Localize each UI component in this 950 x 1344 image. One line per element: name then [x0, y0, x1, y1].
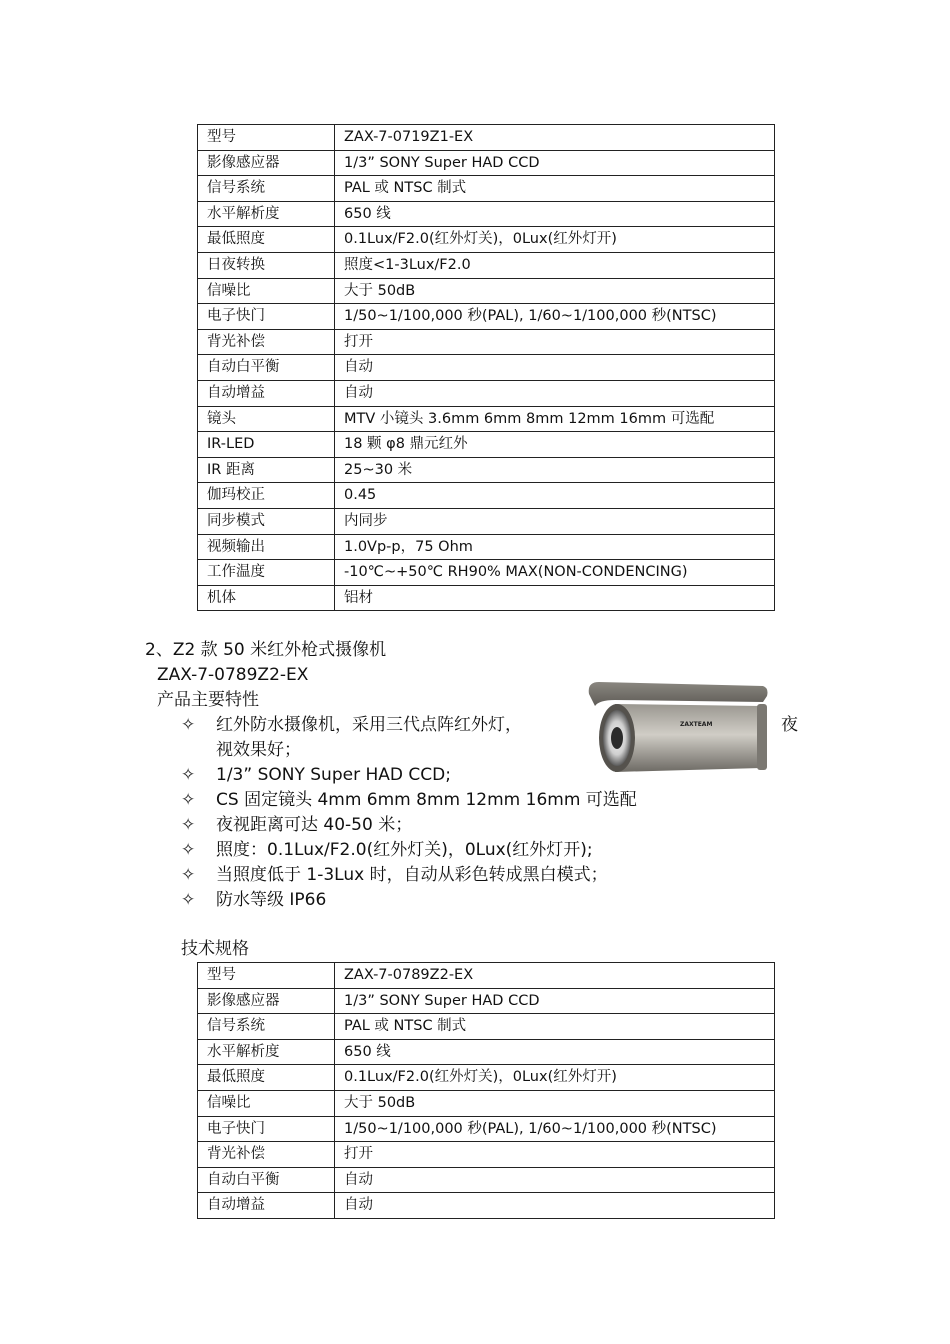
- table-row: [198, 278, 775, 304]
- spec-value: 0.1Lux/F2.0(红外灯关)，0Lux(红外灯开): [335, 1065, 775, 1091]
- spec-value: 1/3” SONY Super HAD CCD: [335, 150, 775, 176]
- spec-key: 信号系统: [198, 1014, 335, 1040]
- spec-value: 1/50~1/100,000 秒(PAL), 1/60~1/100,000 秒(NTSC): [335, 304, 775, 330]
- spec-value: 照度<1-3Lux/F2.0: [335, 252, 775, 278]
- bullet-icon: ✧: [181, 890, 196, 910]
- spec-key: 视频输出: [198, 534, 335, 560]
- table-row: [198, 508, 775, 534]
- spec-value: 650 线: [335, 201, 775, 227]
- spec-key: 伽玛校正: [198, 483, 335, 509]
- table-row: [198, 988, 775, 1014]
- table-row: [198, 355, 775, 381]
- spec-key: 电子快门: [198, 304, 335, 330]
- bullet-icon: ✧: [181, 790, 196, 810]
- spec-key: 镜头: [198, 406, 335, 432]
- table-row: [198, 304, 775, 330]
- table-row: [198, 1193, 775, 1219]
- spec-key: 信噪比: [198, 1090, 335, 1116]
- spec-key: 自动增益: [198, 1193, 335, 1219]
- section-heading: 2、Z2 款 50 米红外枪式摄像机: [145, 640, 387, 660]
- feature-text-continued: 视效果好；: [216, 740, 301, 760]
- spec-value: 1/3” SONY Super HAD CCD: [335, 988, 775, 1014]
- feature-item: [181, 867, 608, 884]
- feature-text: 照度：0.1Lux/F2.0(红外灯关)，0Lux(红外灯开);: [216, 840, 593, 860]
- feature-text: 防水等级 IP66: [216, 890, 327, 910]
- model-number: ZAX-7-0789Z2-EX: [157, 665, 309, 685]
- table-row: [198, 227, 775, 253]
- spec-value: 自动: [335, 1167, 775, 1193]
- spec-key: 背光补偿: [198, 329, 335, 355]
- table-row: [198, 1167, 775, 1193]
- spec-value: 铝材: [335, 585, 775, 611]
- feature-item: [181, 767, 451, 784]
- spec-key: IR-LED: [198, 432, 335, 458]
- spec-key: 型号: [198, 963, 335, 989]
- table-row: [198, 560, 775, 586]
- table-row: [198, 1039, 775, 1065]
- table-row: [198, 1116, 775, 1142]
- spec-key: 电子快门: [198, 1116, 335, 1142]
- spec-value: MTV 小镜头 3.6mm 6mm 8mm 12mm 16mm 可选配: [335, 406, 775, 432]
- spec-value: 25~30 米: [335, 457, 775, 483]
- feature-text: 当照度低于 1-3Lux 时，自动从彩色转成黑白模式；: [216, 865, 608, 885]
- spec-value: 内同步: [335, 508, 775, 534]
- spec-value: 打开: [335, 329, 775, 355]
- spec-value: 1/50~1/100,000 秒(PAL), 1/60~1/100,000 秒(NTSC): [335, 1116, 775, 1142]
- feature-item: [181, 817, 412, 834]
- feature-text-tail: 夜: [781, 715, 798, 735]
- feature-text: 红外防水摄像机，采用三代点阵红外灯，: [216, 715, 522, 735]
- feature-text: 夜视距离可达 40-50 米；: [216, 815, 413, 835]
- spec-value: ZAX-7-0789Z2-EX: [335, 963, 775, 989]
- feature-text: CS 固定镜头 4mm 6mm 8mm 12mm 16mm 可选配: [216, 790, 637, 810]
- spec-key: 背光补偿: [198, 1142, 335, 1168]
- table-row: [198, 176, 775, 202]
- spec-value: PAL 或 NTSC 制式: [335, 176, 775, 202]
- table-row: [198, 329, 775, 355]
- spec-table-z1-body: [198, 125, 775, 611]
- spec-value: 打开: [335, 1142, 775, 1168]
- spec-table-z1: [197, 124, 775, 611]
- features-title: 产品主要特性: [157, 690, 259, 710]
- camera-logo: ZAXTEAM: [680, 721, 713, 728]
- bullet-icon: ✧: [181, 865, 196, 885]
- spec-value: 1.0Vp-p，75 Ohm: [335, 534, 775, 560]
- spec-key: 信号系统: [198, 176, 335, 202]
- table-row: [198, 1065, 775, 1091]
- spec-value: 自动: [335, 1193, 775, 1219]
- table-row: [198, 380, 775, 406]
- spec-title: 技术规格: [181, 939, 249, 959]
- spec-value: 650 线: [335, 1039, 775, 1065]
- bullet-icon: ✧: [181, 765, 196, 785]
- spec-value: 自动: [335, 355, 775, 381]
- spec-key: 影像感应器: [198, 988, 335, 1014]
- table-row: [198, 201, 775, 227]
- spec-key: 自动白平衡: [198, 355, 335, 381]
- table-row: [198, 432, 775, 458]
- table-row: [198, 585, 775, 611]
- spec-key: 水平解析度: [198, 201, 335, 227]
- spec-key: 机体: [198, 585, 335, 611]
- bullet-icon: ✧: [181, 815, 196, 835]
- feature-text: 1/3” SONY Super HAD CCD;: [216, 765, 451, 785]
- camera-product-image: [585, 676, 770, 776]
- spec-value: 18 颗 φ8 鼎元红外: [335, 432, 775, 458]
- spec-key: 最低照度: [198, 227, 335, 253]
- table-row: [198, 125, 775, 151]
- spec-key: 同步模式: [198, 508, 335, 534]
- spec-value: 0.1Lux/F2.0(红外灯关)，0Lux(红外灯开): [335, 227, 775, 253]
- table-row: [198, 963, 775, 989]
- feature-item: [181, 892, 326, 909]
- bullet-icon: ✧: [181, 715, 196, 735]
- table-row: [198, 1014, 775, 1040]
- spec-value: 大于 50dB: [335, 278, 775, 304]
- spec-key: 水平解析度: [198, 1039, 335, 1065]
- bullet-icon: ✧: [181, 840, 196, 860]
- table-row: [198, 252, 775, 278]
- spec-key: IR 距离: [198, 457, 335, 483]
- spec-value: PAL 或 NTSC 制式: [335, 1014, 775, 1040]
- spec-key: 影像感应器: [198, 150, 335, 176]
- feature-item: [181, 717, 522, 734]
- spec-value: 大于 50dB: [335, 1090, 775, 1116]
- table-row: [198, 534, 775, 560]
- table-row: [198, 1142, 775, 1168]
- table-row: [198, 150, 775, 176]
- spec-value: -10℃~+50℃ RH90% MAX(NON-CONDENCING): [335, 560, 775, 586]
- spec-table-z2: [197, 962, 775, 1219]
- feature-item: [181, 842, 593, 859]
- spec-table-z2-body: [198, 963, 775, 1219]
- feature-item: [181, 792, 637, 809]
- spec-key: 信噪比: [198, 278, 335, 304]
- table-row: [198, 457, 775, 483]
- spec-value: 0.45: [335, 483, 775, 509]
- spec-key: 日夜转换: [198, 252, 335, 278]
- table-row: [198, 483, 775, 509]
- table-row: [198, 1090, 775, 1116]
- table-row: [198, 406, 775, 432]
- spec-key: 工作温度: [198, 560, 335, 586]
- spec-key: 自动增益: [198, 380, 335, 406]
- spec-value: 自动: [335, 380, 775, 406]
- spec-key: 最低照度: [198, 1065, 335, 1091]
- spec-value: ZAX-7-0719Z1-EX: [335, 125, 775, 151]
- spec-key: 型号: [198, 125, 335, 151]
- spec-key: 自动白平衡: [198, 1167, 335, 1193]
